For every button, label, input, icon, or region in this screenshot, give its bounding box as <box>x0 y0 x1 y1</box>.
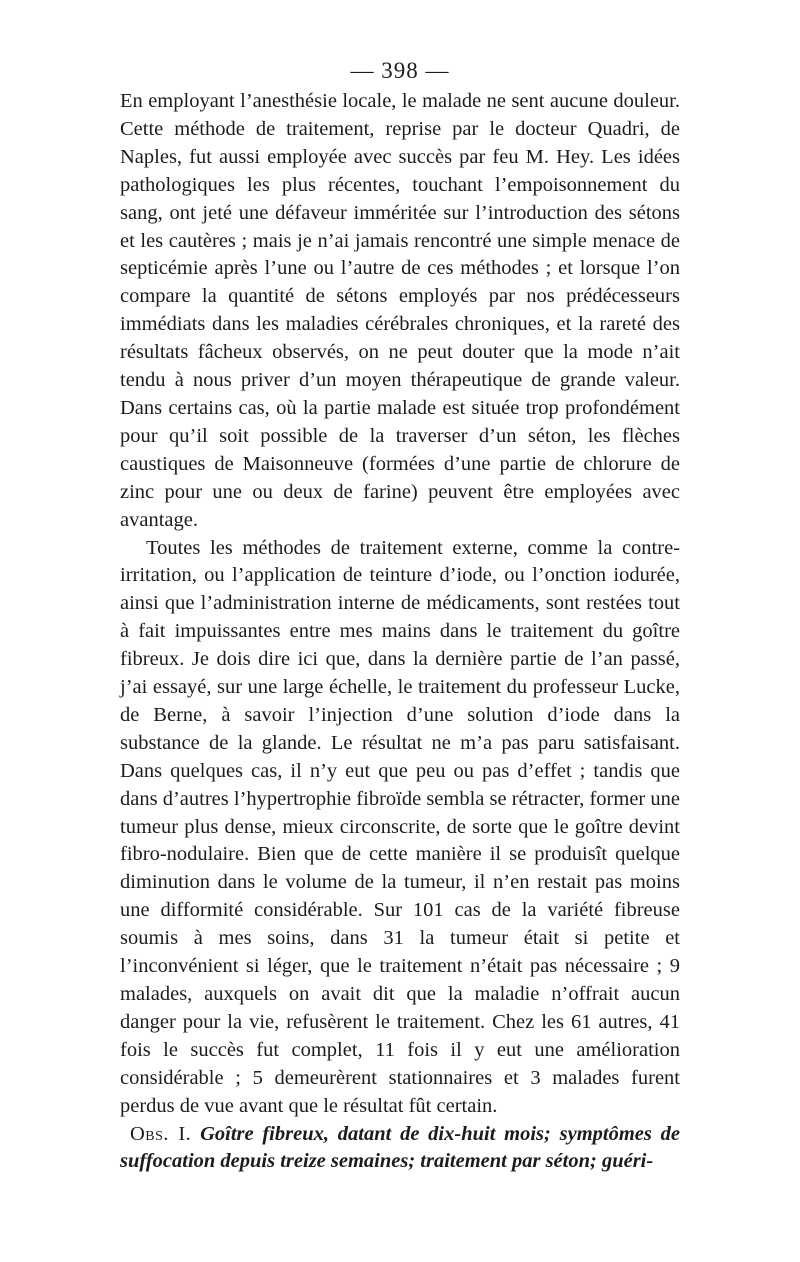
page-number: — 398 — <box>350 58 450 83</box>
observation-heading <box>120 1121 680 1177</box>
paragraph-1: En employant l’anesthésie locale, le malade ne sent aucune douleur. Cette méthode de traitement, reprise par le docteur Quadri, de Naples, fut aussi employée avec succès par feu M. Hey. Les idées pathologiques les plus récentes, touchant l’empoisonnement du sang, ont jeté une défaveur imméritée sur l’introduction des sétons et les cautères ; mais je n’ai jamais rencontré une simple menace de septicémie après l’une ou l’autre de ces méthodes ; et lorsque l’on compare la quantité de sétons employés par nos prédécesseurs immédiats dans les maladies cérébrales chroniques, et la rareté des résultats fâcheux observés, on ne peut douter que la mode n’ait tendu à nous priver d’un moyen thérapeutique de grande valeur. Dans certains cas, où la partie malade est située trop profondément pour qu’il soit possible de la traverser d’un séton, les flèches caustiques de Maisonneuve (formées d’une partie de chlorure de zinc pour une ou deux de farine) peuvent être employées avec avantage. <box>120 90 680 531</box>
paragraph-2: Toutes les méthodes de traitement externe, comme la contre-irritation, ou l’application de teinture d’iode, ou l’onction iodurée, ainsi que l’administration interne de médicaments, sont restées tout à fait impuissantes entre mes mains dans le traitement du goître fibreux. Je dois dire ici que, dans la dernière partie de l’an passé, j’ai essayé, sur une large échelle, le traitement du professeur Lucke, de Berne, à savoir l’injection d’une solution d’iode dans la substance de la glande. Le résultat ne m’a pas paru satisfaisant. Dans quelques cas, il n’y eut que peu ou pas d’effet ; tandis que dans d’autres l’hypertrophie fibroïde sembla se rétracter, former une tumeur plus dense, mieux circonscrite, de sorte que le goître devint fibro-nodulaire. Bien que de cette manière il se produisît quelque diminution dans le volume de la tumeur, il n’en restait pas moins une difformité considérable. Sur 101 cas de la variété fibreuse soumis à mes soins, dans 31 la tumeur était si petite et l’inconvénient si léger, que le traitement n’était pas nécessaire ; 9 malades, auxquels on avait dit que la maladie n’offrait aucun danger pour la vie, refusèrent le traitement. Chez les 61 autres, 41 fois le succès fut complet, 11 fois il y eut une amélioration considérable ; 5 demeurèrent stationnaires et 3 malades furent perdus de vue avant que le résultat fût certain. <box>120 536 680 1117</box>
observation-label: Obs. I. <box>130 1122 192 1145</box>
observation-title: Goître fibreux, datant de dix-huit mois; symptômes de suffocation depuis treize semaines; traitement par séton; guéri- <box>120 1122 680 1173</box>
body-text <box>120 88 680 1176</box>
